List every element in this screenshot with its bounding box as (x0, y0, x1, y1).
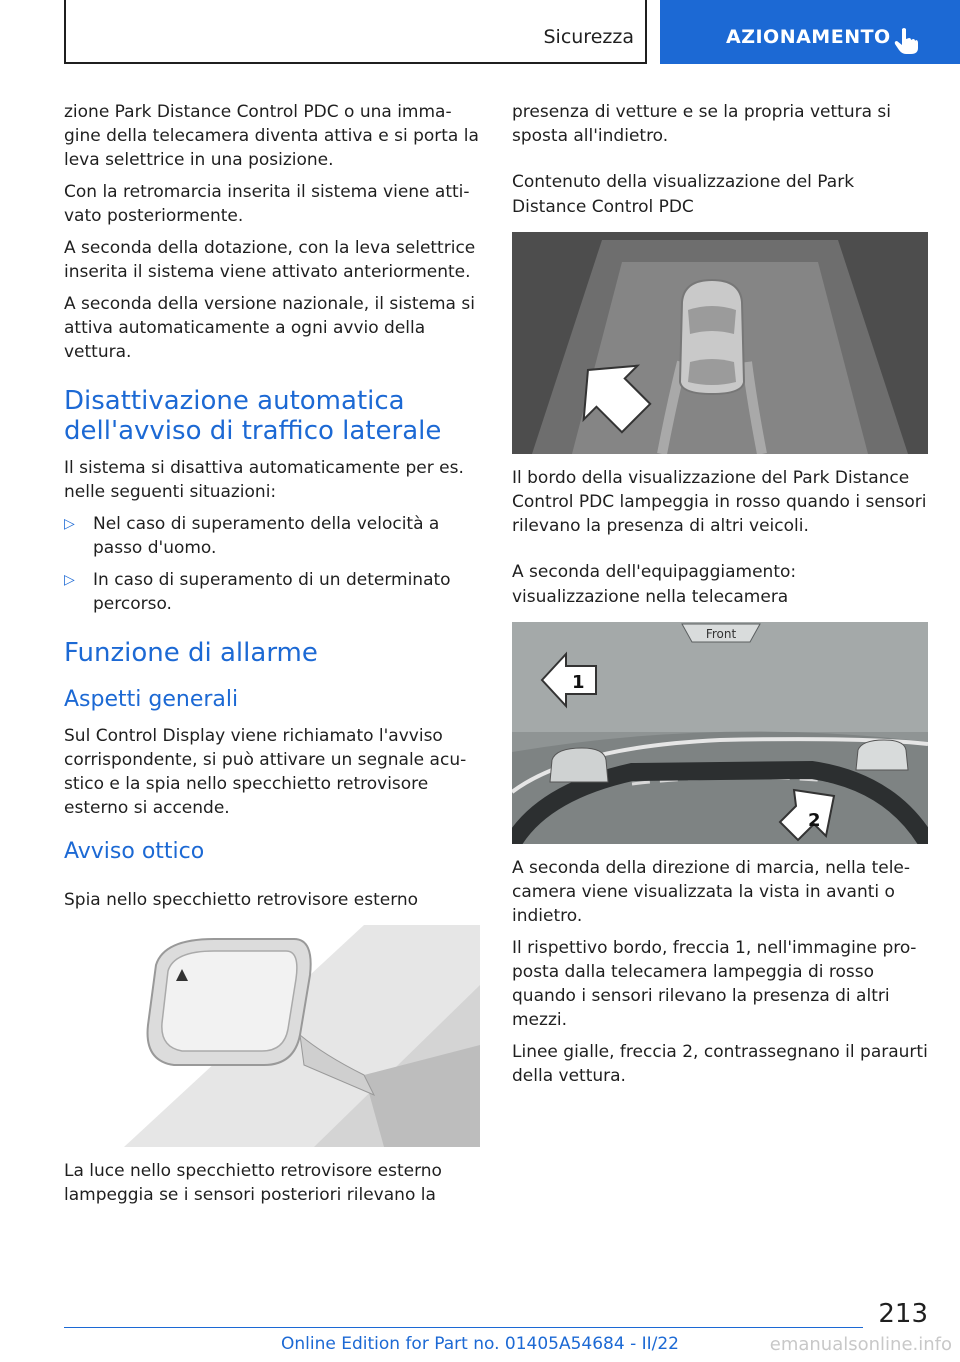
list-item (64, 512, 480, 560)
paragraph: Il sistema si disattiva automaticamente per es. nelle seguenti situazioni: (64, 458, 464, 502)
arrow-1-label: 1 (572, 672, 585, 693)
chapter-title: AZIONAMENTO (726, 26, 891, 48)
paragraph: presenza di vetture e se la propria vettura si sposta all'indietro. (512, 102, 891, 146)
pointing-hand-icon (893, 27, 919, 55)
paragraph: Il rispettivo bordo, freccia 1, nell'immagine proposta dalla telecamera lampeggia di rosso quando i sensori rilevano la presenza di altri mezzi. (512, 938, 917, 1030)
paragraph: A seconda della versione nazionale, il sistema si attiva automaticamente a ogni avvio della vettura. (64, 294, 475, 362)
triangle-right-icon: ▷ (64, 572, 75, 588)
watermark: emanualsonline.info (769, 1334, 952, 1355)
heading-funzione-allarme: Funzione di allarme (64, 638, 318, 668)
heading-avviso-ottico: Avviso ottico (64, 839, 205, 864)
paragraph: A seconda della direzione di marcia, nella telecamera viene visualizzata la vista in avanti o indietro. (512, 858, 911, 926)
page-number: 213 (878, 1299, 928, 1329)
list-item (64, 568, 480, 616)
heading-disattivazione: Disattivazione automatica dell'avviso di traffico laterale (64, 386, 442, 446)
paragraph: Sul Control Display viene richiamato l'avviso corrispondente, si può attivare un segnale acustico e la spia nello specchietto retrovisore esterno si accende. (64, 726, 467, 818)
heading-spia-specchietto: Spia nello specchietto retrovisore esterno (64, 890, 419, 910)
heading-contenuto-pdc: Contenuto della visualizzazione del Park Distance Control PDC (512, 172, 855, 217)
paragraph: Linee gialle, freccia 2, contrassegnano il paraurti della vettura. (512, 1042, 928, 1086)
mirror-illustration (64, 925, 480, 1147)
footer-divider (64, 1327, 863, 1328)
paragraph: A seconda della dotazione, con la leva selettrice inserita il sistema viene attivato anteriormente. (64, 238, 476, 282)
paragraph: La luce nello specchietto retrovisore esterno lampeggia se i sensori posteriori rilevano la (64, 1161, 442, 1205)
triangle-right-icon: ▷ (64, 516, 75, 532)
list-item-text: Nel caso di superamento della velocità a passo d'uomo. (93, 514, 440, 558)
front-label: Front (705, 627, 737, 641)
bullet-list (64, 512, 480, 616)
list-item-text: In caso di superamento di un determinato percorso. (93, 570, 451, 614)
pdc-display-illustration (512, 232, 928, 454)
arrow-2-label: 2 (808, 810, 821, 831)
heading-aspetti-generali: Aspetti generali (64, 687, 239, 712)
camera-view-illustration (512, 622, 928, 844)
heading-visualizzazione-telecamera: A seconda dell'equipaggiamento: visualizzazione nella telecamera (512, 562, 797, 607)
paragraph: Con la retromarcia inserita il sistema viene attivato posteriormente. (64, 182, 470, 226)
right-column (512, 100, 928, 1096)
left-column (64, 100, 480, 1215)
header-section-title: Sicurezza (543, 26, 634, 48)
paragraph: zione Park Distance Control PDC o una immagine della telecamera diventa attiva e si porta la leva selettrice in una posizione. (64, 102, 479, 170)
footer-edition: Online Edition for Part no. 01405A54684 - II/22 (280, 1334, 679, 1354)
paragraph: Il bordo della visualizzazione del Park Distance Control PDC lampeggia in rosso quando i sensori rilevano la presenza di altri veicoli. (512, 468, 927, 536)
